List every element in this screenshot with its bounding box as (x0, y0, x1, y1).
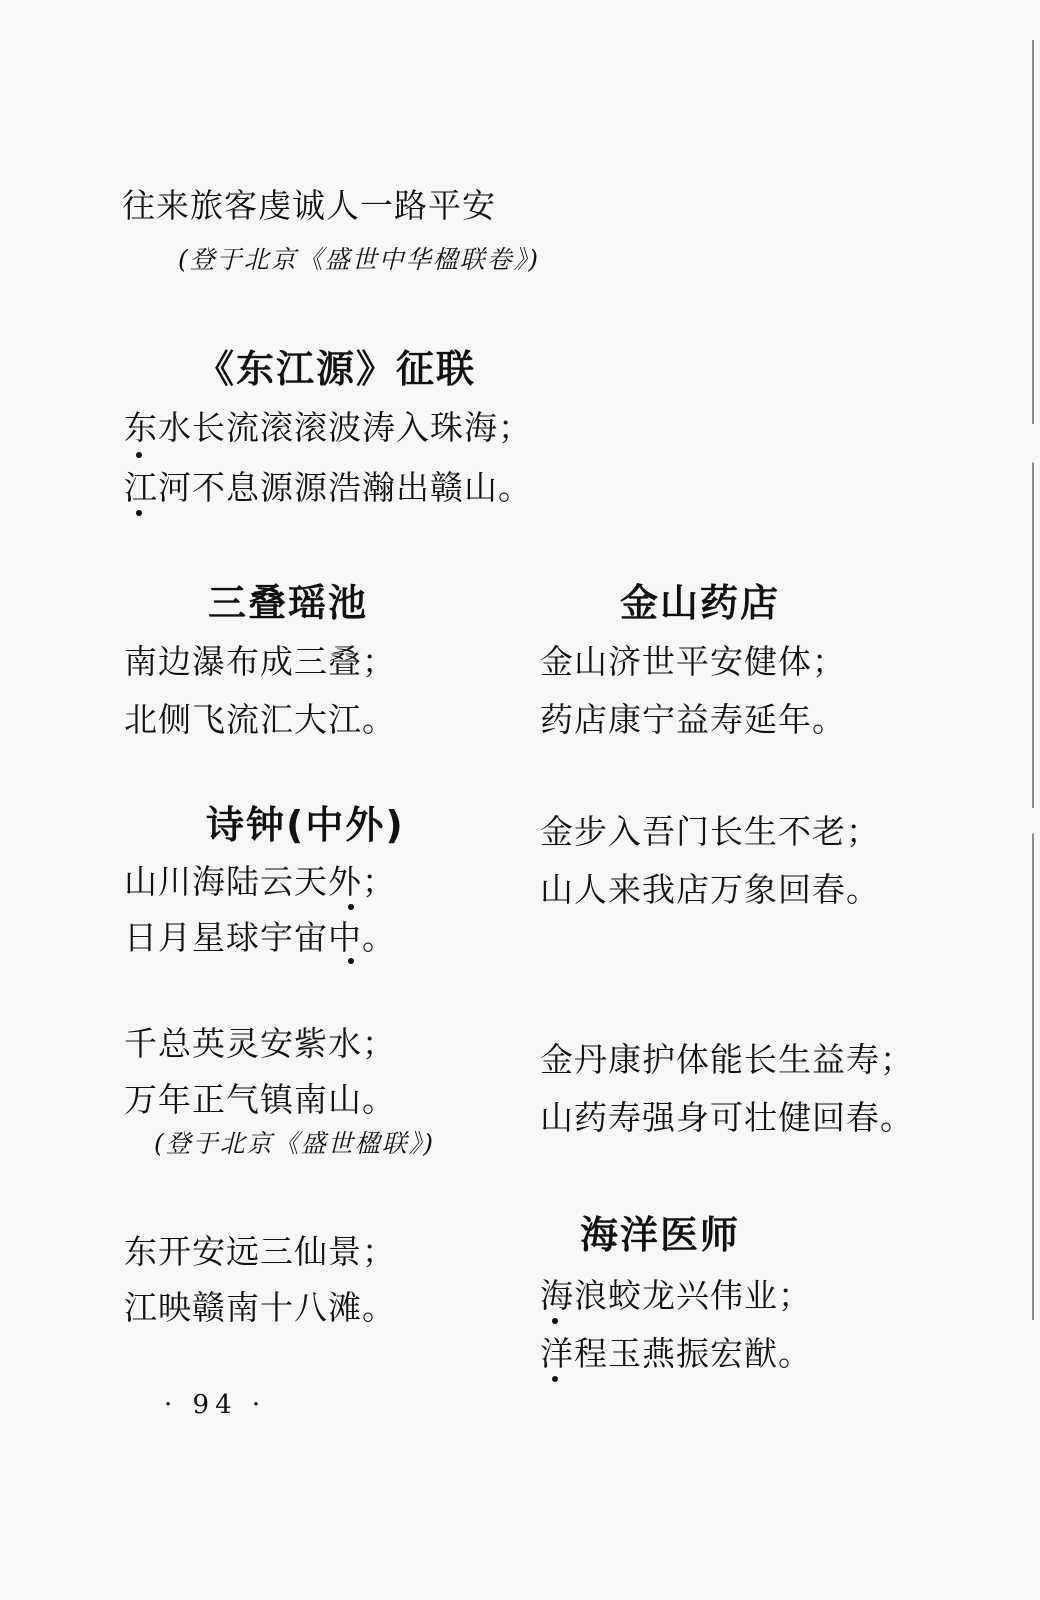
emphasis-dot (348, 958, 354, 964)
jinshan-line-1: 金山济世平安健体； (540, 642, 846, 681)
dongkai-line-1: 东开安远三仙景； (124, 1232, 396, 1271)
qianzong-line-1: 千总英灵安紫水； (124, 1024, 396, 1063)
haiyang-line-2: 洋程玉燕振宏猷。 (540, 1334, 812, 1373)
dongjiang-line-1: 东水长流滚滚波涛入珠海； (124, 408, 532, 447)
dongjiang-title: 《东江源》征联 (196, 347, 477, 391)
jinshan-line-4: 山人来我店万象回春。 (540, 870, 880, 909)
intro-source: (登于北京《盛世中华楹联卷》) (178, 245, 541, 274)
emphasis-dot (136, 510, 142, 516)
jinshan-line-2: 药店康宁益寿延年。 (540, 700, 846, 739)
dongjiang-line-2: 江河不息源源浩瀚出赣山。 (124, 468, 532, 507)
dongkai-line-2: 江映赣南十八滩。 (124, 1288, 396, 1327)
emphasis-dot (348, 904, 354, 910)
shizhong-title: 诗钟(中外) (206, 803, 405, 847)
qianzong-source: (登于北京《盛世楹联》) (154, 1129, 436, 1158)
jinshan-line-5: 金丹康护体能长生益寿； (540, 1040, 914, 1079)
shizhong-line-1: 山川海陆云天外； (124, 862, 396, 901)
jinshan-line-3: 金步入吾门长生不老； (540, 812, 880, 851)
intro-line: 往来旅客虔诚人一路平安 (122, 186, 496, 225)
page-number: · 94 · (164, 1390, 267, 1420)
jinshan-line-6: 山药寿强身可壮健回春。 (540, 1098, 914, 1137)
sandie-title: 三叠瑶池 (208, 581, 369, 625)
jinshan-title: 金山药店 (620, 581, 781, 625)
haiyang-line-1: 海浪蛟龙兴伟业； (540, 1276, 812, 1315)
qianzong-line-2: 万年正气镇南山。 (124, 1080, 396, 1119)
emphasis-dot (136, 452, 142, 458)
page-edge-shadow (1032, 40, 1034, 1320)
sandie-line-2: 北侧飞流汇大江。 (124, 700, 396, 739)
emphasis-dot (552, 1376, 558, 1382)
haiyang-title: 海洋医师 (580, 1213, 741, 1257)
sandie-line-1: 南边瀑布成三叠； (124, 642, 396, 681)
shizhong-line-2: 日月星球宇宙中。 (124, 918, 396, 957)
emphasis-dot (552, 1318, 558, 1324)
